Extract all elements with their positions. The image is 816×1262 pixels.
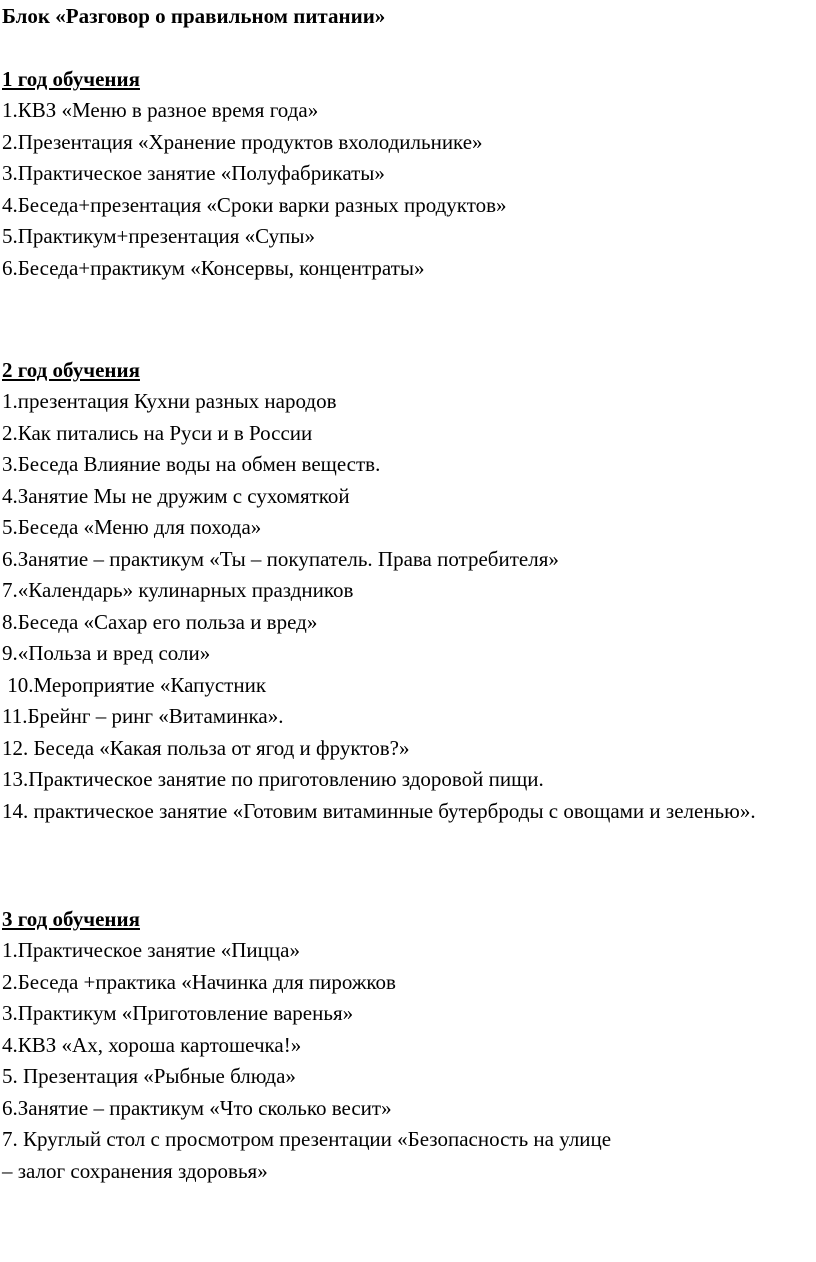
list-item: 4.Занятие Мы не дружим с сухомяткой bbox=[2, 483, 350, 508]
list-item: 3.Практическое занятие «Полуфабрикаты» bbox=[2, 161, 385, 185]
list-item: 2.Как питались на Руси и в России bbox=[2, 420, 313, 445]
section-heading: 2 год обучения bbox=[2, 358, 140, 382]
list-item: – залог сохранения здоровья» bbox=[2, 1158, 268, 1183]
list-item: 14. практическое занятие «Готовим витаминные бутерброды с овощами и зеленью». bbox=[2, 798, 756, 823]
list-item: 5.Беседа «Меню для похода» bbox=[2, 515, 262, 539]
list-item: 6.Занятие – практикум «Ты – покупатель. Права потребителя» bbox=[2, 546, 559, 571]
list-item: 1.презентация Кухни разных народов bbox=[2, 389, 337, 413]
section-heading: 3 год обучения bbox=[2, 907, 140, 931]
list-item: 1.Практическое занятие «Пицца» bbox=[2, 938, 300, 962]
list-item: 6.Занятие – практикум «Что сколько весит» bbox=[2, 1095, 392, 1120]
lesson-list bbox=[2, 386, 802, 827]
section-year-2 bbox=[2, 355, 802, 827]
list-item: 13.Практическое занятие по приготовлению здоровой пищи. bbox=[2, 767, 544, 791]
list-item: 7. Круглый стол с просмотром презентации «Безопасность на улице bbox=[2, 1127, 612, 1151]
list-item: 8.Беседа «Сахар его польза и вред» bbox=[2, 609, 318, 634]
list-item: 4.КВЗ «Ах, хороша картошечка!» bbox=[2, 1032, 302, 1057]
list-item: 3.Практикум «Приготовление варенья» bbox=[2, 1001, 354, 1025]
section-year-3 bbox=[2, 904, 802, 1187]
lesson-list bbox=[2, 95, 802, 284]
list-item: 7.«Календарь» кулинарных праздников bbox=[2, 578, 354, 602]
list-item: 3.Беседа Влияние воды на обмен веществ. bbox=[2, 452, 381, 476]
list-item: 12. Беседа «Какая польза от ягод и фруктов?» bbox=[2, 735, 410, 760]
list-item: 6.Беседа+практикум «Консервы, концентраты» bbox=[2, 255, 425, 280]
list-item: 5. Презентация «Рыбные блюда» bbox=[2, 1064, 296, 1088]
list-item: 2.Презентация «Хранение продуктов вхолодильнике» bbox=[2, 129, 483, 154]
list-item: 1.КВЗ «Меню в разное время года» bbox=[2, 98, 319, 122]
list-item: 9.«Польза и вред соли» bbox=[2, 641, 211, 665]
list-item: 5.Практикум+презентация «Супы» bbox=[2, 224, 315, 248]
document-title: Блок «Разговор о правильном питании» bbox=[2, 4, 386, 28]
list-item: 10.Мероприятие «Капустник bbox=[2, 672, 267, 697]
list-item: 2.Беседа +практика «Начинка для пирожков bbox=[2, 969, 396, 994]
list-item: 4.Беседа+презентация «Сроки варки разных продуктов» bbox=[2, 192, 507, 217]
section-heading: 1 год обучения bbox=[2, 67, 140, 91]
list-item: 11.Брейнг – ринг «Витаминка». bbox=[2, 704, 284, 728]
lesson-list bbox=[2, 935, 802, 1187]
section-year-1 bbox=[2, 64, 802, 284]
